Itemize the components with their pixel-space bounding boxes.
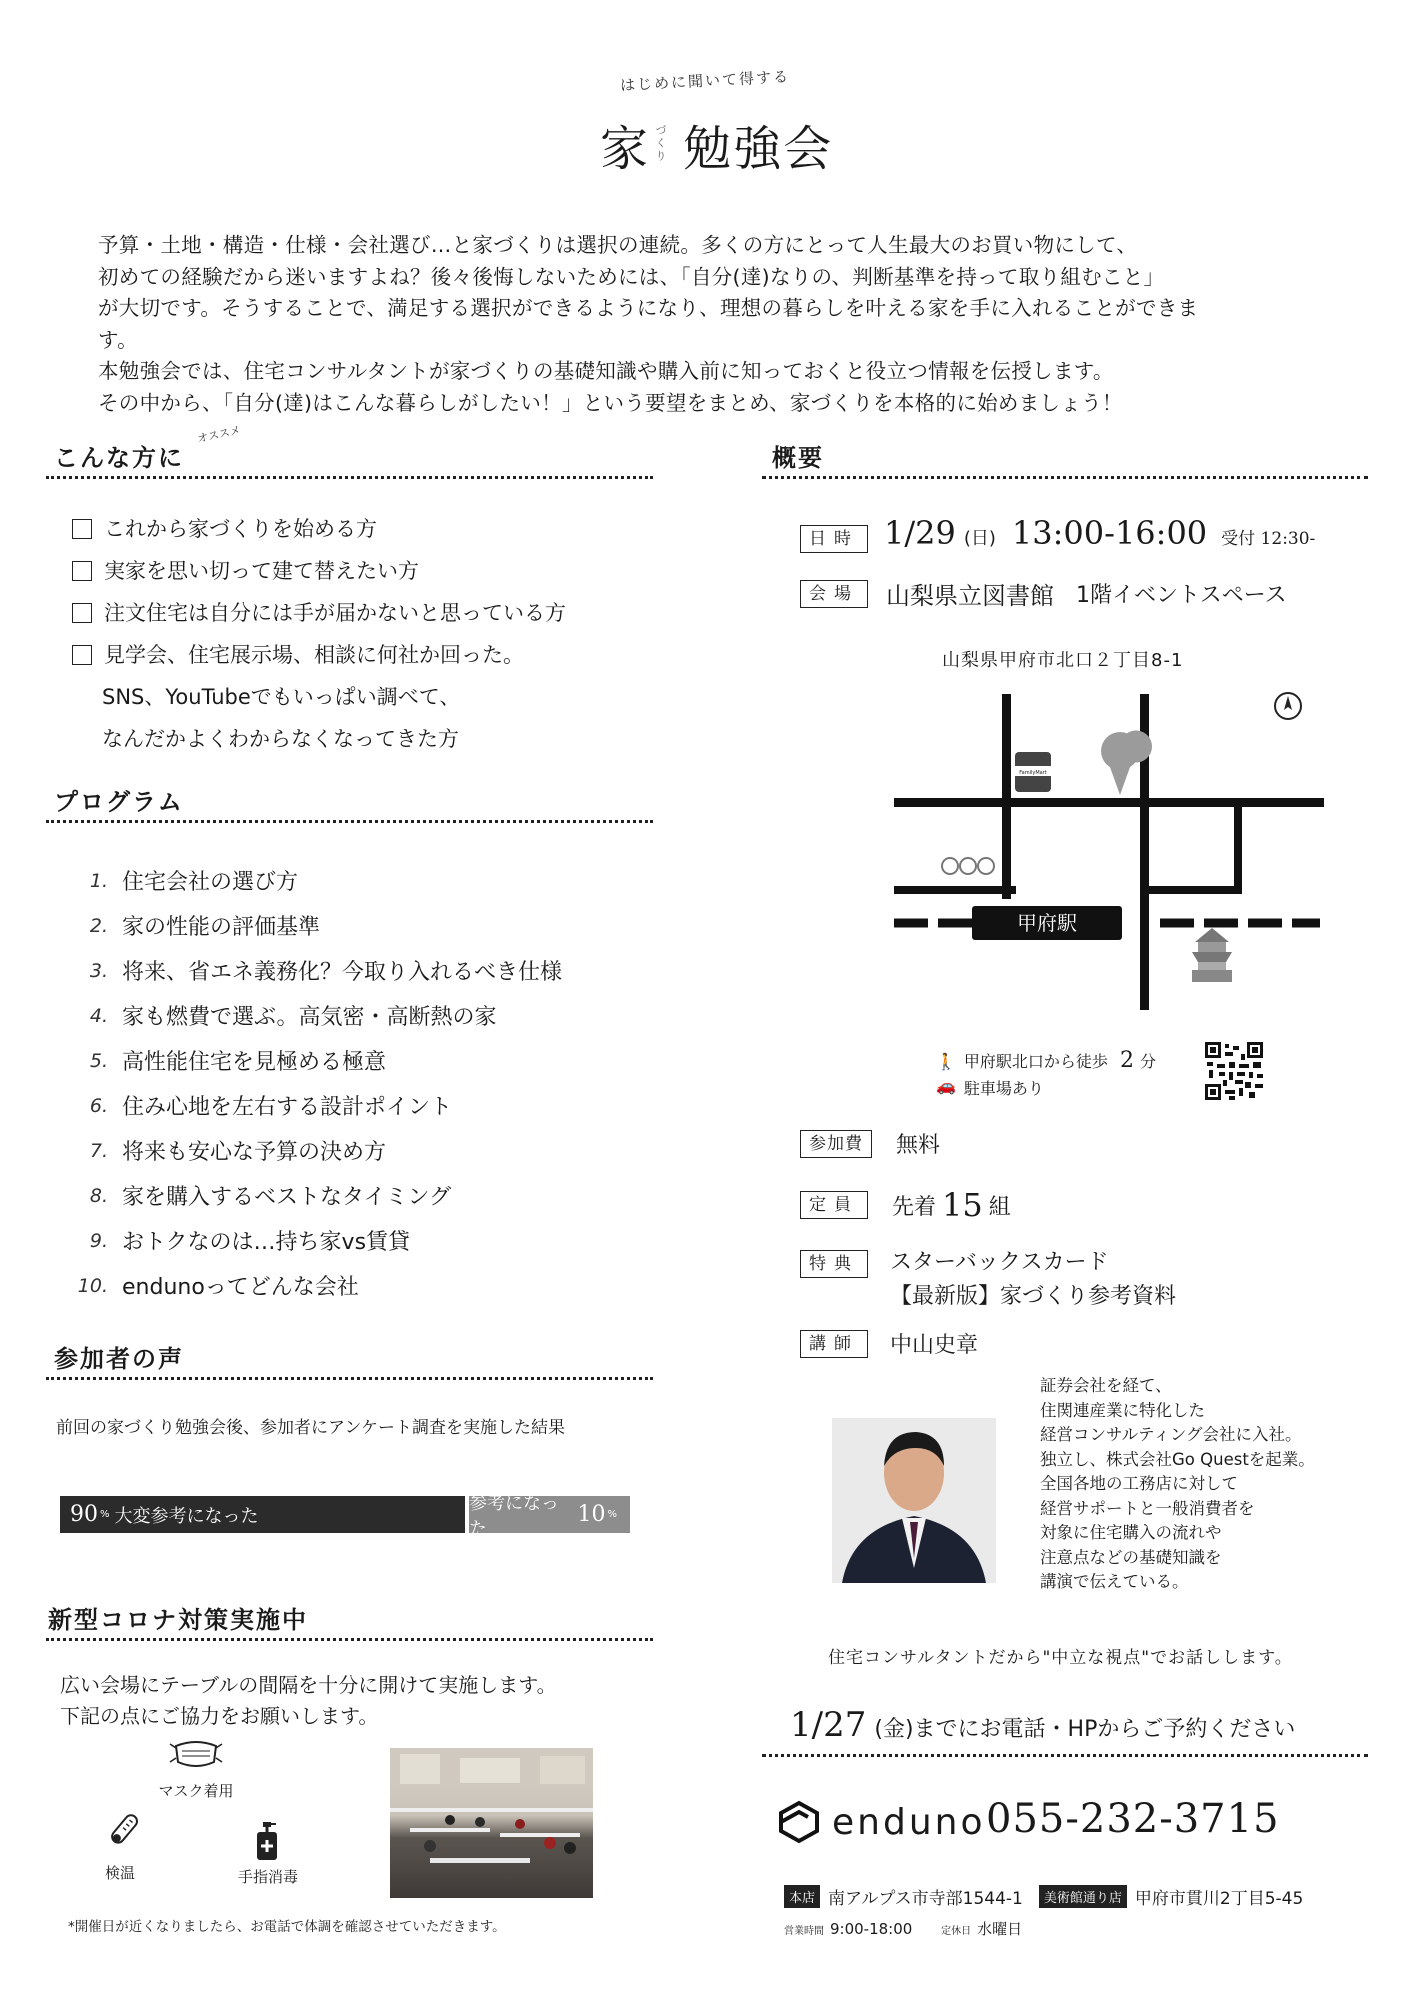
thermometer-icon — [100, 1810, 144, 1854]
bank-icon — [978, 858, 994, 874]
program-num: 6. — [89, 1094, 108, 1117]
program-num: 3. — [89, 959, 108, 982]
sanitizer-icon — [254, 1822, 280, 1862]
program-heading: プログラム — [54, 788, 184, 816]
bar1-unit: % — [100, 1509, 110, 1520]
program-num: 2. — [89, 914, 108, 937]
title-rest: 勉強会 — [683, 121, 834, 177]
lecturer-name: 中山史章 — [890, 1333, 979, 1358]
shop1-tag: 本店 — [784, 1885, 820, 1908]
bonus-list — [890, 1246, 1176, 1314]
bonus-row — [800, 1250, 1176, 1314]
checkbox-icon — [72, 519, 92, 539]
list-item-text: これから家づくりを始める方 — [104, 517, 377, 541]
program-text: 将来、省エネ義務化？今取り入れるべき仕様 — [122, 960, 563, 985]
deadline — [790, 1705, 1295, 1745]
program-num: 4. — [89, 1004, 108, 1027]
bio-line: 全国各地の工務店に対して — [1040, 1474, 1238, 1493]
speaker-photo-art — [832, 1418, 996, 1583]
venue-name: 山梨県立図書館 — [886, 582, 1054, 610]
list-item-text: 実家を思い切って建て替えたい方 — [104, 559, 419, 583]
covid-line: 広い会場にテーブルの間隔を十分に開けて実施します。 — [60, 1673, 557, 1697]
shop2-tag: 美術館通り店 — [1039, 1885, 1127, 1908]
handwritten-note: 住宅コンサルタントだから"中立な視点"でお話しします。 — [828, 1648, 1293, 1668]
page-title — [600, 110, 833, 179]
covid-line: 下記の点にご協力をお願いします。 — [60, 1704, 379, 1728]
list-item-text: 見学会、住宅展示場、相談に何社か回った。 — [104, 643, 524, 667]
program-item — [60, 858, 562, 903]
fee-row — [800, 1128, 940, 1159]
bio-line: 独立し、株式会社Go Questを起業。 — [1040, 1449, 1315, 1469]
program-text: 家を購入するベストなタイミング — [122, 1185, 452, 1210]
closed-label: 定休日 — [941, 1926, 972, 1937]
program-item — [60, 1218, 562, 1263]
parking-info — [936, 1076, 1044, 1099]
program-num: 7. — [89, 1139, 108, 1162]
fee-label: 参加費 — [800, 1130, 872, 1158]
enduno-logo-icon — [778, 1800, 820, 1844]
mask-label: マスク着用 — [158, 1782, 234, 1800]
divider — [762, 476, 1368, 479]
list-item-text: 注文住宅は自分には手が届かないと思っている方 — [104, 601, 566, 625]
speaker-photo — [832, 1418, 996, 1583]
bar1-label: 大変参考になった — [114, 1505, 259, 1527]
program-text: endunoってどんな会社 — [122, 1275, 359, 1300]
sanitize-label: 手指消毒 — [237, 1868, 298, 1886]
lecturer-bio — [1040, 1374, 1315, 1595]
bio-line: 経営コンサルティング会社に入社。 — [1040, 1425, 1302, 1444]
program-text: 家の性能の評価基準 — [122, 915, 321, 940]
bar2-pct: 10 — [577, 1502, 606, 1527]
program-item — [60, 1263, 562, 1308]
capacity-pre: 先着 — [892, 1194, 937, 1220]
compass-icon — [1275, 693, 1301, 719]
castle-icon — [1192, 928, 1232, 982]
list-item — [72, 634, 566, 676]
recommend-heading: こんな方に — [54, 444, 184, 472]
covid-heading: 新型コロナ対策実施中 — [48, 1606, 308, 1634]
program-text: 高性能住宅を見極める極意 — [122, 1050, 387, 1075]
venue-label: 会場 — [800, 580, 868, 608]
closed-value: 水曜日 — [977, 1920, 1023, 1938]
venue-room: 1階イベントスペース — [1076, 583, 1287, 608]
capacity-number: 15 — [942, 1186, 983, 1224]
date-row — [800, 514, 1315, 553]
parking-text: 駐車場あり — [963, 1079, 1044, 1098]
reception-time: 受付 12:30- — [1221, 529, 1316, 549]
program-num: 1. — [89, 869, 108, 892]
program-item — [60, 1128, 562, 1173]
station-label: 甲府駅 — [1017, 911, 1077, 935]
venue-pin-icon — [1101, 732, 1139, 770]
walk-unit: 分 — [1139, 1052, 1156, 1071]
survey-bar — [60, 1492, 630, 1540]
deadline-text: (金)までにお電話・HPからご予約ください — [874, 1717, 1296, 1742]
overview-heading: 概要 — [772, 444, 824, 472]
program-text: 将来も安心な予算の決め方 — [122, 1140, 387, 1165]
tagline: はじめに聞いて得する — [619, 67, 791, 95]
bar2-unit: % — [607, 1509, 617, 1520]
capacity-row — [800, 1186, 1011, 1224]
venue-row — [800, 576, 1287, 611]
divider — [46, 820, 653, 823]
divider — [46, 1377, 653, 1380]
list-item — [72, 508, 566, 550]
venue-photo-art — [390, 1748, 593, 1898]
walk-minutes: 2 — [1119, 1048, 1134, 1073]
intro-text — [98, 230, 1348, 419]
car-icon: 🚗 — [936, 1076, 956, 1095]
bonus-item: 【最新版】家づくり参考資料 — [890, 1284, 1177, 1309]
event-date: 1/29 — [884, 514, 956, 552]
intro-line: 予算・土地・構造・仕様・会社選び…と家づくりは選択の連続。多くの方にとって人生最大のお買い物にして、 — [98, 233, 1138, 257]
survey-note: 前回の家づくり勉強会後、参加者にアンケート調査を実施した結果 — [56, 1418, 565, 1438]
qr-code-icon[interactable] — [1205, 1042, 1263, 1100]
bio-line: 住関連産業に特化した — [1040, 1400, 1205, 1420]
deadline-date: 1/27 — [790, 1705, 867, 1745]
brand-logo[interactable] — [778, 1800, 985, 1844]
hours-value: 9:00-18:00 — [830, 1920, 913, 1938]
business-hours — [784, 1918, 1022, 1939]
title-furigana: づくり — [654, 124, 667, 163]
hours-label: 営業時間 — [784, 1926, 824, 1937]
program-item — [60, 948, 562, 993]
program-item — [60, 903, 562, 948]
store-label: FamilyMart — [1019, 770, 1047, 776]
program-list — [60, 858, 562, 1308]
program-item — [60, 1173, 562, 1218]
event-time: 13:00-16:00 — [1011, 514, 1208, 552]
list-item-continued: なんだかよくわからなくなってきた方 — [102, 727, 459, 751]
walk-icon: 🚶 — [936, 1052, 956, 1071]
event-weekday: (日) — [963, 528, 996, 549]
fee-value: 無料 — [896, 1133, 941, 1158]
capacity-unit: 組 — [988, 1194, 1011, 1220]
covid-text — [60, 1670, 557, 1732]
intro-line: が大切です。そうすることで、満足する選択ができるようになり、理想の暮らしを叶える家を手に入れることができま — [98, 296, 1199, 320]
date-label: 日時 — [800, 525, 868, 553]
recommend-ruby: オススメ — [196, 423, 242, 446]
program-item — [60, 1038, 562, 1083]
bar1-pct: 90 — [70, 1502, 98, 1527]
bio-line: 対象に住宅購入の流れや — [1040, 1523, 1222, 1542]
program-num: 10. — [77, 1274, 108, 1297]
covid-footnote: *開催日が近くなりましたら、お電話で体調を確認させていただきます。 — [68, 1919, 506, 1935]
walk-text: 甲府駅北口から徒歩 — [963, 1052, 1108, 1071]
venue-photo — [390, 1748, 593, 1898]
lecturer-row — [800, 1328, 978, 1359]
list-item-continued: SNS、YouTubeでもいっぱい調べて、 — [102, 685, 461, 709]
temp-label: 検温 — [104, 1864, 135, 1882]
bank-icon — [960, 858, 976, 874]
bonus-label: 特典 — [800, 1250, 868, 1278]
access-map — [880, 680, 1340, 1010]
recommend-list — [72, 508, 566, 760]
bio-line: 経営サポートと一般消費者を — [1040, 1498, 1255, 1518]
program-item — [60, 1083, 562, 1128]
intro-line: す。 — [98, 327, 138, 352]
shop-info — [784, 1884, 1303, 1909]
voices-heading: 参加者の声 — [54, 1345, 184, 1373]
shop2-address: 甲府市貫川2丁目5-45 — [1134, 1889, 1304, 1909]
shop1-address: 南アルプス市寺部1544-1 — [828, 1889, 1023, 1909]
walk-info — [936, 1048, 1156, 1073]
mask-icon — [168, 1738, 224, 1772]
bio-line: 証券会社を経て、 — [1040, 1376, 1172, 1395]
program-num: 8. — [89, 1184, 108, 1207]
divider — [46, 1638, 653, 1641]
program-text: 住み心地を左右する設計ポイント — [122, 1095, 453, 1120]
program-text: おトクなのは…持ち家vs賃貸 — [122, 1230, 411, 1255]
checkbox-icon — [72, 645, 92, 665]
list-item — [72, 592, 566, 634]
divider — [46, 476, 653, 479]
bio-line: 注意点などの基礎知識を — [1040, 1547, 1222, 1567]
program-text: 家も燃費で選ぶ。高気密・高断熱の家 — [122, 1005, 497, 1030]
program-item — [60, 993, 562, 1038]
divider — [762, 1754, 1368, 1757]
intro-line: 初めての経験だから迷いますよね？後々後悔しないためには、「自分(達)なりの、判断基準を持って取り組むこと」 — [98, 264, 1165, 289]
venue-address: 山梨県甲府市北口２丁目8-1 — [942, 650, 1184, 671]
phone-number[interactable]: 055-232-3715 — [986, 1796, 1280, 1842]
intro-line: 本勉強会では、住宅コンサルタントが家づくりの基礎知識や購入前に知っておくと役立つ情報を伝授します。 — [98, 359, 1114, 383]
survey-bar-segment-2 — [469, 1492, 630, 1540]
capacity-label: 定員 — [800, 1191, 868, 1219]
checkbox-icon — [72, 561, 92, 581]
bio-line: 講演で伝えている。 — [1040, 1572, 1189, 1591]
title-char: 家 — [600, 121, 651, 177]
lecturer-label: 講師 — [800, 1330, 868, 1358]
list-item — [72, 550, 566, 592]
brand-name: enduno — [832, 1801, 986, 1843]
program-num: 9. — [89, 1229, 108, 1252]
survey-bar-segment-1 — [60, 1496, 465, 1533]
program-text: 住宅会社の選び方 — [122, 870, 299, 895]
bank-icon — [942, 858, 958, 874]
bonus-item: スターバックスカード — [890, 1250, 1109, 1275]
intro-line: その中から、「自分(達)はこんな暮らしがしたい！」という要望をまとめ、家づくりを本格的に始めましょう！ — [98, 390, 1123, 415]
program-num: 5. — [89, 1049, 108, 1072]
bar2-label: 参考になった — [469, 1492, 559, 1540]
checkbox-icon — [72, 603, 92, 623]
